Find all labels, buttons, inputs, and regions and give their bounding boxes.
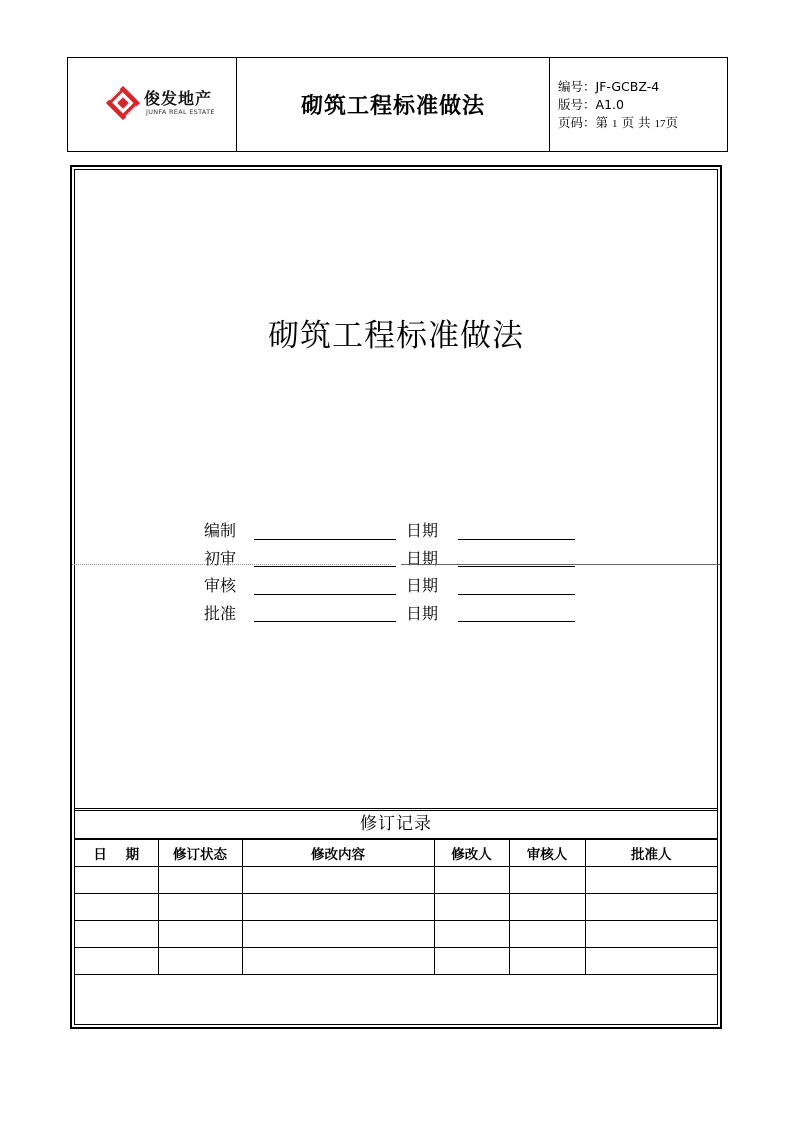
company-logo xyxy=(68,58,237,151)
doc-version-label: 版号： xyxy=(558,97,596,112)
date-line[interactable] xyxy=(458,575,575,595)
doc-code xyxy=(558,78,727,96)
date-label: 日期 xyxy=(406,603,439,623)
document-title: 砌筑工程标准做法 xyxy=(268,318,524,354)
date-label: 日期 xyxy=(406,548,439,568)
date-label: 日期 xyxy=(406,576,439,596)
header-meta xyxy=(550,58,727,151)
page-prefix: 第 xyxy=(595,115,609,130)
table-row xyxy=(75,867,717,894)
signoff-row-first-review xyxy=(204,544,575,572)
page-label: 页码： xyxy=(558,115,596,130)
col-approver: 批准人 xyxy=(585,840,717,867)
signoff-block xyxy=(204,516,575,626)
page-mid: 页 共 xyxy=(621,115,651,130)
page-header xyxy=(67,57,728,152)
col-reviewer: 审核人 xyxy=(509,840,585,867)
date-line[interactable] xyxy=(458,602,575,622)
signoff-row-approve xyxy=(204,599,575,627)
table-row xyxy=(75,894,717,921)
col-date: 日 期 xyxy=(75,840,158,867)
signoff-label: 批准 xyxy=(204,603,237,623)
revision-title: 修订记录 xyxy=(75,811,717,839)
signature-line[interactable] xyxy=(254,602,396,622)
section-divider-dotted xyxy=(72,564,391,565)
logo-name-cn: 俊发地产 xyxy=(144,89,213,108)
header-title: 砌筑工程标准做法 xyxy=(237,58,550,151)
signature-line[interactable] xyxy=(254,575,396,595)
doc-version xyxy=(558,96,727,114)
date-label: 日期 xyxy=(406,521,439,541)
page-suffix: 页 xyxy=(665,115,678,130)
doc-code-label: 编号： xyxy=(558,79,596,94)
cover-frame-inner xyxy=(74,169,718,1025)
doc-version-value: A1.0 xyxy=(595,97,624,112)
page-total: 17 xyxy=(654,118,666,130)
revision-record xyxy=(75,808,717,1024)
signoff-row-review xyxy=(204,571,575,599)
cover-frame xyxy=(70,165,722,1029)
section-divider xyxy=(401,564,720,565)
revision-table xyxy=(75,839,717,975)
signature-line[interactable] xyxy=(254,520,396,540)
signoff-label: 审核 xyxy=(204,576,237,596)
revision-header-row xyxy=(75,840,717,867)
col-modifier: 修改人 xyxy=(434,840,509,867)
signoff-label: 编制 xyxy=(204,521,237,541)
date-line[interactable] xyxy=(458,520,575,540)
col-content: 修改内容 xyxy=(242,840,434,867)
table-row xyxy=(75,921,717,948)
table-row xyxy=(75,948,717,975)
signoff-row-compile xyxy=(204,516,575,544)
junfa-logo-icon xyxy=(104,84,142,122)
page-number xyxy=(558,114,727,133)
page-current: 1 xyxy=(612,118,618,130)
logo-name-en: JUNFA REAL ESTATE xyxy=(146,108,215,116)
col-status: 修订状态 xyxy=(158,840,242,867)
doc-code-value: JF-GCBZ-4 xyxy=(595,79,660,94)
signoff-label: 初审 xyxy=(204,548,237,568)
